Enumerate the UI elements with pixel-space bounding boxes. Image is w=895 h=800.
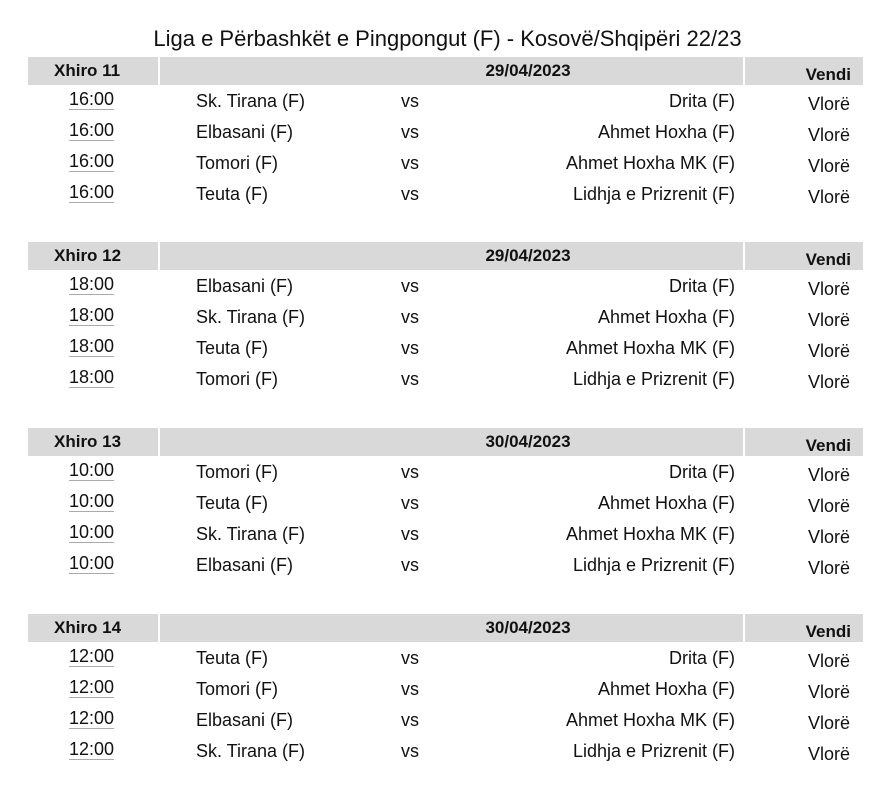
round-name: Xhiro 13 (54, 432, 122, 451)
match-row (0, 549, 895, 580)
match-time: 16:00 (69, 120, 115, 140)
match-row (0, 363, 895, 394)
match-row (0, 704, 895, 735)
match-venue: Vlorë (808, 94, 851, 114)
away-team: Drita (F) (669, 91, 735, 111)
versus-label: vs (401, 741, 419, 761)
versus-label: vs (401, 338, 419, 358)
versus-label: vs (401, 524, 419, 544)
match-venue: Vlorë (808, 744, 851, 764)
home-team: Elbasani (F) (196, 555, 294, 575)
match-venue: Vlorë (808, 341, 851, 361)
match-venue: Vlorë (808, 310, 851, 330)
versus-label: vs (401, 122, 419, 142)
away-team: Ahmet Hoxha MK (F) (565, 710, 735, 730)
match-row (0, 518, 895, 549)
match-venue: Vlorë (808, 187, 851, 207)
header-divider (158, 614, 160, 642)
away-team: Ahmet Hoxha MK (F) (565, 524, 735, 544)
away-team: Lidhja e Prizrenit (F) (572, 369, 735, 389)
home-team: Teuta (F) (196, 338, 269, 358)
match-time: 18:00 (69, 274, 115, 294)
header-divider (158, 428, 160, 456)
round-date: 29/04/2023 (485, 61, 571, 80)
round-block (0, 428, 895, 580)
match-venue: Vlorë (808, 682, 851, 702)
home-team: Sk. Tirana (F) (196, 741, 306, 761)
header-divider (743, 57, 745, 85)
match-time: 16:00 (69, 182, 115, 202)
match-venue: Vlorë (808, 279, 851, 299)
away-team: Lidhja e Prizrenit (F) (572, 555, 735, 575)
away-team: Drita (F) (669, 276, 735, 296)
match-row (0, 487, 895, 518)
match-time: 12:00 (69, 739, 115, 759)
home-team: Sk. Tirana (F) (196, 91, 306, 111)
home-team: Teuta (F) (196, 184, 269, 204)
home-team: Tomori (F) (196, 679, 278, 699)
header-divider (158, 242, 160, 270)
away-team: Drita (F) (669, 462, 735, 482)
versus-label: vs (401, 555, 419, 575)
match-time: 16:00 (69, 89, 115, 109)
match-row (0, 735, 895, 766)
match-time: 10:00 (69, 553, 115, 573)
home-team: Teuta (F) (196, 648, 269, 668)
match-row (0, 116, 895, 147)
match-venue: Vlorë (808, 558, 851, 578)
header-divider (743, 614, 745, 642)
match-row (0, 456, 895, 487)
versus-label: vs (401, 710, 419, 730)
venue-header: Vendi (805, 250, 851, 269)
home-team: Teuta (F) (196, 493, 269, 513)
versus-label: vs (401, 153, 419, 173)
match-time: 12:00 (69, 646, 115, 666)
match-time: 10:00 (69, 491, 115, 511)
match-venue: Vlorë (808, 372, 851, 392)
away-team: Drita (F) (669, 648, 735, 668)
match-venue: Vlorë (808, 713, 851, 733)
home-team: Sk. Tirana (F) (196, 524, 306, 544)
match-time: 12:00 (69, 677, 115, 697)
venue-header: Vendi (805, 65, 851, 84)
match-row (0, 147, 895, 178)
match-row (0, 673, 895, 704)
match-venue: Vlorë (808, 125, 851, 145)
match-row (0, 85, 895, 116)
schedule-title: Liga e Përbashkët e Pingpongut (F) - Kosovë/Shqipëri 22/23 (153, 26, 742, 51)
away-team: Ahmet Hoxha (F) (597, 122, 735, 142)
home-team: Tomori (F) (196, 462, 278, 482)
round-header (28, 428, 863, 456)
versus-label: vs (401, 184, 419, 204)
round-name: Xhiro 11 (54, 61, 121, 80)
match-venue: Vlorë (808, 465, 851, 485)
header-divider (743, 242, 745, 270)
away-team: Ahmet Hoxha (F) (597, 307, 735, 327)
away-team: Ahmet Hoxha (F) (597, 493, 735, 513)
match-venue: Vlorë (808, 527, 851, 547)
versus-label: vs (401, 369, 419, 389)
match-row (0, 642, 895, 673)
round-block (0, 242, 895, 394)
match-row (0, 270, 895, 301)
header-divider (158, 57, 160, 85)
round-date: 30/04/2023 (485, 432, 571, 451)
round-date: 29/04/2023 (485, 246, 571, 265)
match-time: 16:00 (69, 151, 115, 171)
match-row (0, 301, 895, 332)
home-team: Sk. Tirana (F) (196, 307, 306, 327)
versus-label: vs (401, 679, 419, 699)
match-time: 12:00 (69, 708, 115, 728)
match-time: 10:00 (69, 460, 115, 480)
match-venue: Vlorë (808, 156, 851, 176)
away-team: Lidhja e Prizrenit (F) (572, 741, 735, 761)
match-time: 10:00 (69, 522, 115, 542)
versus-label: vs (401, 276, 419, 296)
home-team: Elbasani (F) (196, 122, 294, 142)
versus-label: vs (401, 648, 419, 668)
match-row (0, 332, 895, 363)
away-team: Lidhja e Prizrenit (F) (572, 184, 735, 204)
round-name: Xhiro 14 (54, 618, 122, 637)
round-block (0, 57, 895, 209)
venue-header: Vendi (805, 622, 851, 641)
match-venue: Vlorë (808, 651, 851, 671)
match-time: 18:00 (69, 336, 115, 356)
away-team: Ahmet Hoxha MK (F) (565, 153, 735, 173)
home-team: Tomori (F) (196, 369, 278, 389)
match-row (0, 178, 895, 209)
round-date: 30/04/2023 (485, 618, 571, 637)
away-team: Ahmet Hoxha MK (F) (565, 338, 735, 358)
versus-label: vs (401, 307, 419, 327)
home-team: Tomori (F) (196, 153, 278, 173)
round-block (0, 614, 895, 766)
match-time: 18:00 (69, 367, 115, 387)
round-header (28, 57, 863, 85)
round-header (28, 614, 863, 642)
versus-label: vs (401, 493, 419, 513)
home-team: Elbasani (F) (196, 276, 294, 296)
versus-label: vs (401, 91, 419, 111)
venue-header: Vendi (805, 436, 851, 455)
header-divider (743, 428, 745, 456)
match-time: 18:00 (69, 305, 115, 325)
match-venue: Vlorë (808, 496, 851, 516)
home-team: Elbasani (F) (196, 710, 294, 730)
away-team: Ahmet Hoxha (F) (597, 679, 735, 699)
round-header (28, 242, 863, 270)
versus-label: vs (401, 462, 419, 482)
round-name: Xhiro 12 (54, 246, 122, 265)
